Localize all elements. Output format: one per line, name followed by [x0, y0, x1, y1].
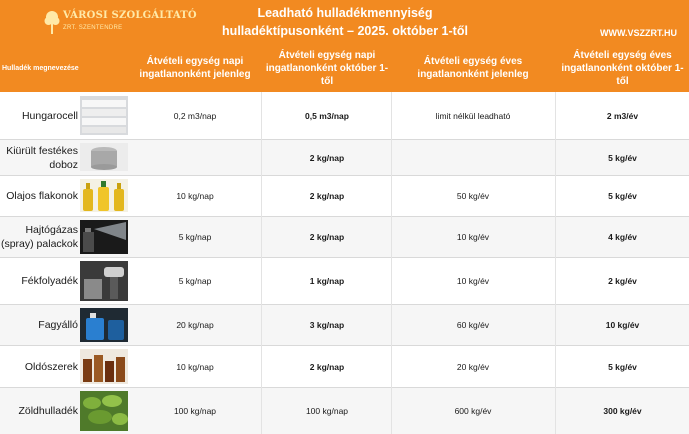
table-row: [0, 92, 689, 139]
table-row: [0, 305, 689, 345]
daily-now-value: 10 kg/nap: [176, 191, 214, 201]
page-title: [200, 4, 490, 40]
daily-oct-value: 0,5 m3/nap: [305, 110, 349, 121]
table-row: [0, 176, 689, 216]
yearly-oct-value: 4 kg/év: [608, 232, 637, 242]
column-header-daily-oct: Átvételi egység napi ingatlanonként október 1-től: [265, 49, 389, 87]
yearly-oct-value: 5 kg/év: [608, 152, 637, 163]
column-header-name: Hulladék megnevezése: [2, 64, 79, 72]
column-header-yearly-oct: Átvételi egység éves ingatlanonként október 1-től: [561, 49, 684, 87]
title-line-1: Leadható hulladékmennyiség: [257, 6, 433, 20]
waste-name: Fagyálló: [38, 319, 78, 331]
yearly-now-value: 10 kg/év: [456, 232, 490, 242]
company-logo: [44, 8, 197, 38]
yearly-now-value: limit nélkül leadható: [435, 110, 511, 121]
daily-now-value: 20 kg/nap: [176, 320, 214, 330]
daily-now-value: 100 kg/nap: [173, 406, 217, 416]
yearly-oct-value: 300 kg/év: [603, 406, 642, 416]
antifreeze-image: [80, 308, 128, 342]
paint-can-image: [80, 143, 128, 171]
yearly-now-value: 20 kg/év: [456, 361, 490, 372]
table-header: [0, 44, 689, 92]
daily-now-value: 5 kg/nap: [178, 232, 212, 242]
yearly-oct-value: 10 kg/év: [605, 320, 640, 330]
daily-oct-value: 100 kg/nap: [305, 406, 349, 416]
logo-text-main: VÁROSI SZOLGÁLTATÓ: [63, 10, 197, 21]
daily-now-value: 5 kg/nap: [178, 276, 212, 286]
waste-name: Kiürült festékes doboz: [6, 144, 78, 171]
yearly-now-value: 60 kg/év: [456, 320, 490, 330]
tree-logo-icon: [44, 9, 60, 35]
green-waste-image: [80, 391, 128, 431]
daily-oct-value: 3 kg/nap: [309, 320, 345, 330]
brake-fluid-image: [80, 261, 128, 301]
table-row: [0, 217, 689, 257]
yearly-now-value: 600 kg/év: [454, 406, 492, 416]
column-header-yearly-now: Átvételi egység éves ingatlanonként jelenleg: [417, 56, 529, 80]
daily-oct-value: 2 kg/nap: [309, 191, 345, 201]
yearly-now-value: 10 kg/év: [456, 276, 490, 286]
daily-oct-value: 2 kg/nap: [309, 361, 345, 372]
title-line-2: hulladéktípusonként – 2025. október 1-től: [222, 24, 468, 38]
yearly-oct-value: 5 kg/év: [608, 191, 637, 201]
waste-name: Zöldhulladék: [18, 405, 78, 417]
column-divider: [555, 92, 556, 434]
daily-now-value: 10 kg/nap: [176, 361, 214, 372]
website-link[interactable]: WWW.VSZZRT.HU: [600, 28, 677, 38]
styrofoam-image: [80, 96, 128, 135]
column-header-daily-now: Átvételi egység napi ingatlanonként jelenleg: [139, 56, 251, 80]
oil-bottles-image: [80, 179, 128, 212]
waste-name: Hajtógázas (spray) palackok: [0, 224, 78, 250]
yearly-oct-value: 5 kg/év: [608, 361, 637, 372]
yearly-oct-value: 2 m3/év: [606, 110, 639, 121]
spray-can-image: [80, 220, 128, 254]
table-row: [0, 140, 689, 175]
column-divider: [391, 92, 392, 434]
yearly-oct-value: 2 kg/év: [608, 276, 637, 286]
waste-name: Oldószerek: [24, 360, 78, 373]
column-divider: [261, 92, 262, 434]
daily-oct-value: 2 kg/nap: [309, 152, 345, 163]
yearly-now-value: [392, 140, 554, 175]
waste-name: Olajos flakonok: [6, 190, 78, 202]
logo-text-sub: ZRT. SZENTENDRE: [63, 25, 123, 31]
top-banner: [0, 0, 689, 44]
waste-name: Hungarocell: [21, 109, 78, 122]
solvents-image: [80, 349, 128, 384]
daily-now-value: 0,2 m3/nap: [173, 110, 217, 121]
table-row: [0, 388, 689, 434]
daily-oct-value: 1 kg/nap: [309, 276, 345, 286]
waste-name: Fékfolyadék: [21, 275, 78, 287]
yearly-now-value: 50 kg/év: [456, 191, 490, 201]
daily-oct-value: 2 kg/nap: [309, 232, 345, 242]
table-row: [0, 346, 689, 387]
daily-now-value: [130, 140, 260, 175]
table-row: [0, 258, 689, 304]
